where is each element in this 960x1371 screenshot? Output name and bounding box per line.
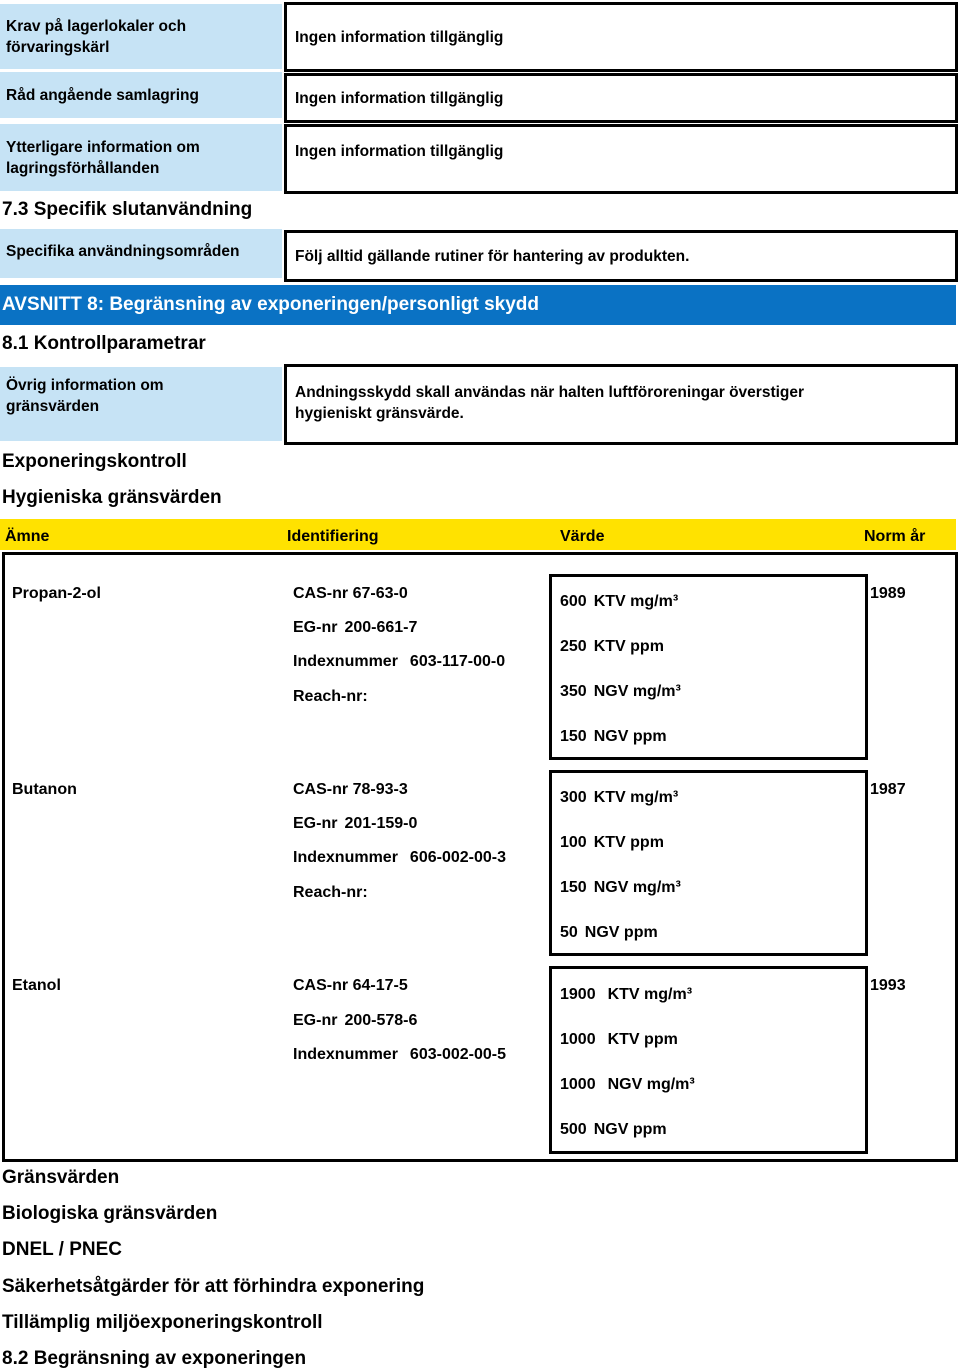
row-id-cas [293,976,408,996]
storage-label-additional [0,124,282,191]
row-id-index [293,1045,506,1065]
limit-info-value-text: Andningsskydd skall användas när halten luftföroreningar överstiger hygieniskt gränsvärde. [295,384,805,422]
row-id-index [293,848,506,868]
value-number: 600 [560,593,587,610]
row-value-line [560,592,678,612]
storage-value-colocation [284,73,958,123]
value-number: 300 [560,789,587,806]
storage-value-text: Ingen information tillgänglig [295,28,504,46]
row-value-line [560,727,667,747]
value-unit: KTV mg/m³ [593,789,679,806]
row-value-line [560,1030,678,1050]
limit-info-label-text: Övrig information om gränsvärden [6,377,164,415]
section-7-3-value-text: Följ alltid gällande rutiner för hantering av produkten. [295,247,690,265]
value-unit: KTV ppm [593,638,664,655]
row-value-line [560,833,664,853]
row-substance: Propan-2-ol [12,585,101,602]
section-7-3-label-text: Specifika användningsområden [6,243,240,260]
id-val: 606-002-00-3 [409,849,506,866]
section-8-banner-text: AVSNITT 8: Begränsning av exponeringen/personligt skydd [2,294,540,315]
limit-info-value [284,364,958,445]
row-year: 1993 [870,977,906,994]
row-id-reach [293,883,368,903]
id-key: Indexnummer [293,1046,398,1063]
storage-value-additional [284,124,958,194]
value-unit: NGV mg/m³ [593,683,681,700]
value-unit: NGV ppm [593,1121,667,1138]
row-id-reach [293,687,368,707]
section-7-3-label [0,229,282,278]
storage-value-requirements [284,2,958,72]
value-unit: NGV ppm [584,924,658,941]
row-id-eg [293,1011,417,1031]
id-key: Reach-nr: [293,688,368,705]
value-number: 100 [560,834,587,851]
row-value-line [560,682,681,702]
header-norm-year: Norm år [864,528,926,545]
id-key: EG-nr [293,619,338,636]
biological-limits-heading: Biologiska gränsvärden [2,1203,218,1224]
environmental-control-heading: Tillämplig miljöexponeringskontroll [2,1312,323,1333]
id-key: Reach-nr: [293,884,368,901]
row-value-line [560,637,664,657]
id-val: 603-002-00-5 [409,1046,506,1063]
row-substance: Etanol [12,977,61,994]
storage-label-requirements [0,4,282,69]
row-id-cas [293,780,408,800]
storage-label-text: Råd angående samlagring [6,86,199,104]
row-value-line [560,923,658,943]
storage-label-text: Ytterligare information om lagringsförhållanden [6,138,200,177]
row-year: 1987 [870,781,906,798]
id-val: 64-17-5 [352,977,408,994]
id-key: Indexnummer [293,653,398,670]
storage-value-text: Ingen information tillgänglig [295,89,504,107]
id-key: EG-nr [293,815,338,832]
id-key: CAS-nr [293,781,349,798]
id-val: 67-63-0 [352,585,408,602]
limit-values-heading: Gränsvärden [2,1167,120,1188]
value-number: 50 [560,924,578,941]
value-number: 150 [560,879,587,896]
value-number: 350 [560,683,587,700]
safety-measures-heading: Säkerhetsåtgärder för att förhindra exponering [2,1276,425,1297]
row-substance: Butanon [12,781,77,798]
row-id-eg [293,814,417,834]
value-unit: KTV ppm [607,1031,678,1048]
dnel-pnec-heading: DNEL / PNEC [2,1239,123,1260]
value-number: 500 [560,1121,587,1138]
value-unit: NGV ppm [593,728,667,745]
header-value: Värde [560,528,605,545]
id-key: Indexnummer [293,849,398,866]
row-value-line [560,788,678,808]
id-val: 201-159-0 [344,815,418,832]
id-key: EG-nr [293,1012,338,1029]
id-val: 78-93-3 [352,781,408,798]
hygienic-limits-heading: Hygieniska gränsvärden [2,487,222,508]
value-unit: KTV mg/m³ [607,986,693,1003]
value-unit: NGV mg/m³ [593,879,681,896]
row-id-index [293,652,505,672]
row-value-line [560,985,692,1005]
section-7-3-value [284,230,958,282]
id-val: 200-661-7 [344,619,418,636]
header-identification: Identifiering [287,528,379,545]
row-value-line [560,1075,695,1095]
limit-info-label [0,367,282,441]
exposure-control-heading: Exponeringskontroll [2,451,187,472]
storage-value-text: Ingen information tillgänglig [295,143,504,160]
id-val: 200-578-6 [344,1012,418,1029]
section-7-3-title: 7.3 Specifik slutanvändning [2,199,253,220]
value-unit: KTV mg/m³ [593,593,679,610]
value-number: 1900 [560,986,596,1003]
id-key: CAS-nr [293,977,349,994]
value-number: 1000 [560,1076,596,1093]
section-8-2-heading: 8.2 Begränsning av exponeringen [2,1348,307,1369]
value-unit: NGV mg/m³ [607,1076,695,1093]
row-year: 1989 [870,585,906,602]
limits-table-header [0,519,956,550]
row-value-line [560,878,681,898]
header-substance: Ämne [5,528,50,545]
value-unit: KTV ppm [593,834,664,851]
section-8-1-title: 8.1 Kontrollparametrar [2,333,206,354]
value-number: 1000 [560,1031,596,1048]
row-id-cas [293,584,408,604]
storage-label-colocation [0,72,282,118]
row-value-line [560,1120,667,1140]
storage-label-text: Krav på lagerlokaler och förvaringskärl [6,17,187,56]
value-number: 250 [560,638,587,655]
id-key: CAS-nr [293,585,349,602]
section-8-banner [0,285,956,325]
value-number: 150 [560,728,587,745]
id-val: 603-117-00-0 [409,653,506,670]
row-id-eg [293,618,417,638]
